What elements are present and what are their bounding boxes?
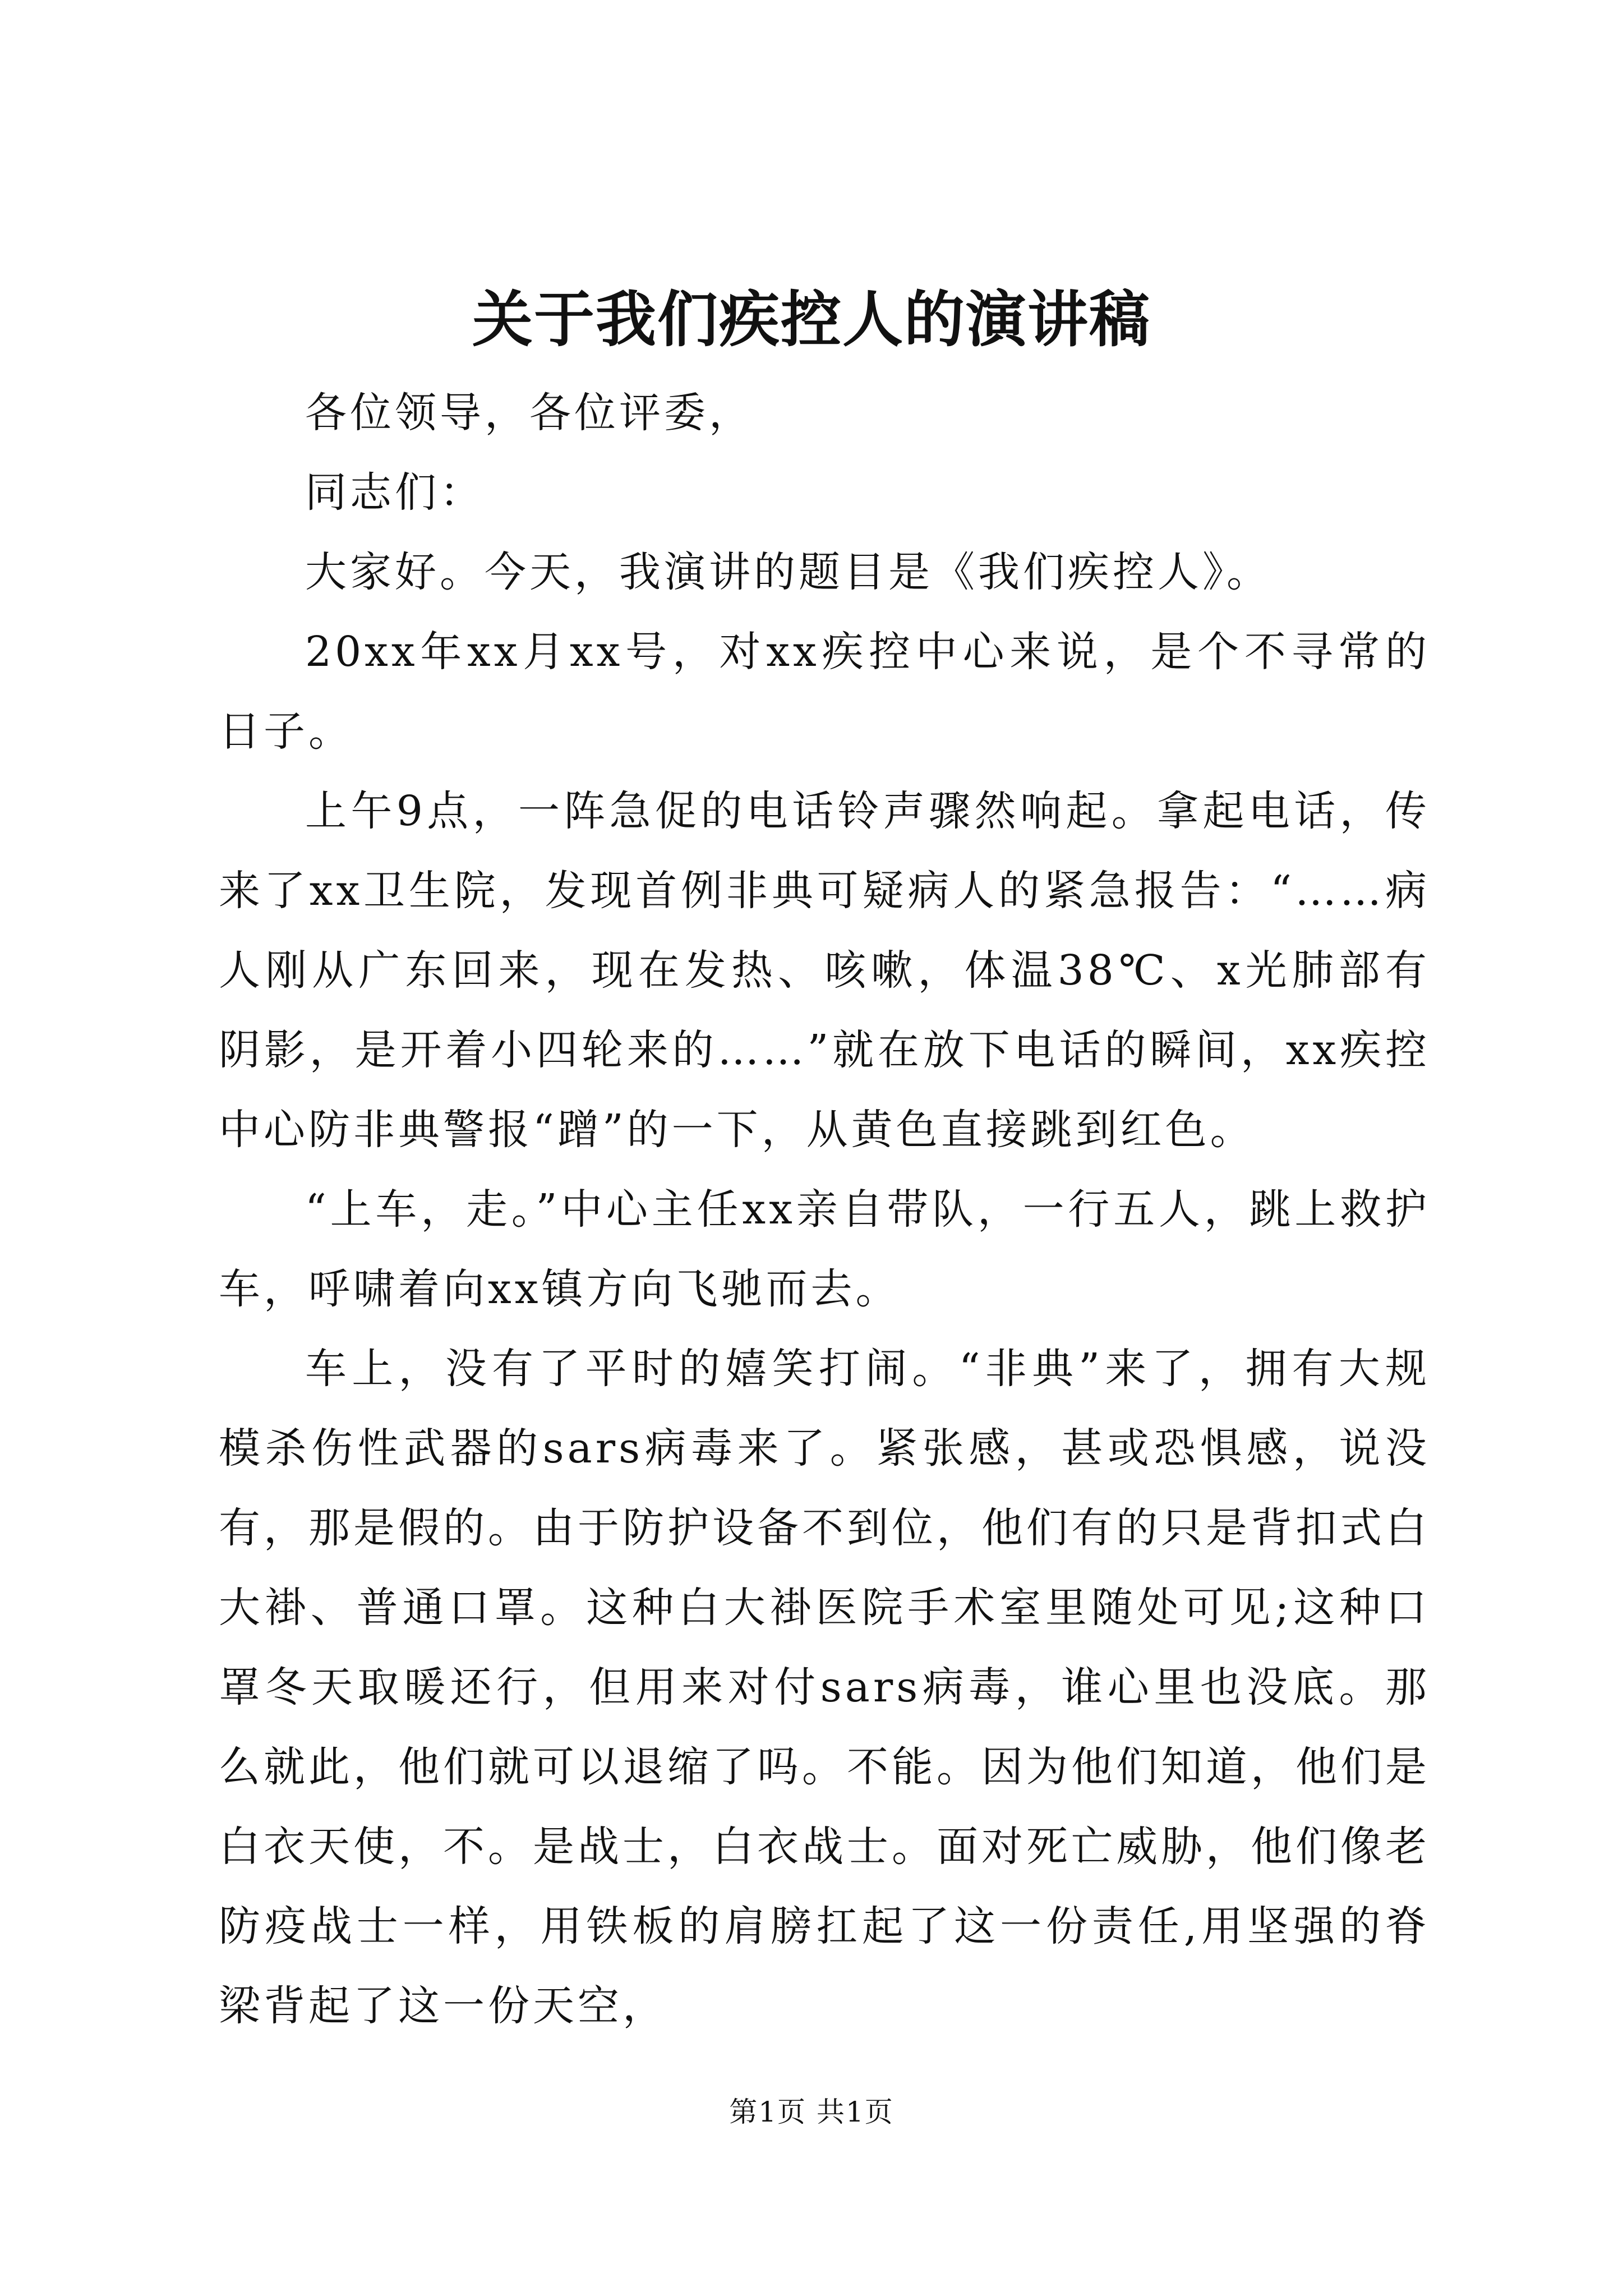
paragraph-phone-call: 上午9点，一阵急促的电话铃声骤然响起。拿起电话，传来了xx卫生院，发现首例非典可疑病人的紧急报告：“……病人刚从广东回来，现在发热、咳嗽，体温38℃、x光肺部有阴影，是开着小四轮来的……”就在放下电话的瞬间，xx疾控中心防非典警报“蹭”的一下，从黄色直接跳到红色。 [219, 787, 1430, 1154]
paragraph-date: 20xx年xx月xx号，对xx疾控中心来说，是个不寻常的日子。 [219, 628, 1430, 756]
paragraph-salutation-1: 各位领导，各位评委， [305, 389, 754, 437]
paragraph-salutation-2: 同志们： [305, 468, 485, 517]
document-body [219, 373, 1430, 2046]
paragraph-in-car: 车上，没有了平时的嬉笑打闹。“非典”来了，拥有大规模杀伤性武器的sars病毒来了。紧张感，甚或恐惧感，说没有，那是假的。由于防护设备不到位，他们有的只是背扣式白大褂、普通口罩。这种白大褂医院手术室里随处可见;这种口罩冬天取暖还行，但用来对付sars病毒，谁心里也没底。那么就此，他们就可以退缩了吗。不能。因为他们知道，他们是白衣天使，不。是战士，白衣战士。面对死亡威胁，他们像老防疫战士一样，用铁板的肩膀扛起了这一份责任,用坚强的脊梁背起了这一份天空， [219, 1345, 1430, 2030]
document-title: 关于我们疾控人的演讲稿 [472, 284, 1151, 355]
paragraph-greeting: 大家好。今天，我演讲的题目是《我们疾控人》。 [305, 548, 1271, 596]
page-footer: 第1页 共1页 [729, 2096, 894, 2128]
paragraph-depart: “上车，走。”中心主任xx亲自带队，一行五人，跳上救护车，呼啸着向xx镇方向飞驰而去。 [219, 1185, 1430, 1313]
